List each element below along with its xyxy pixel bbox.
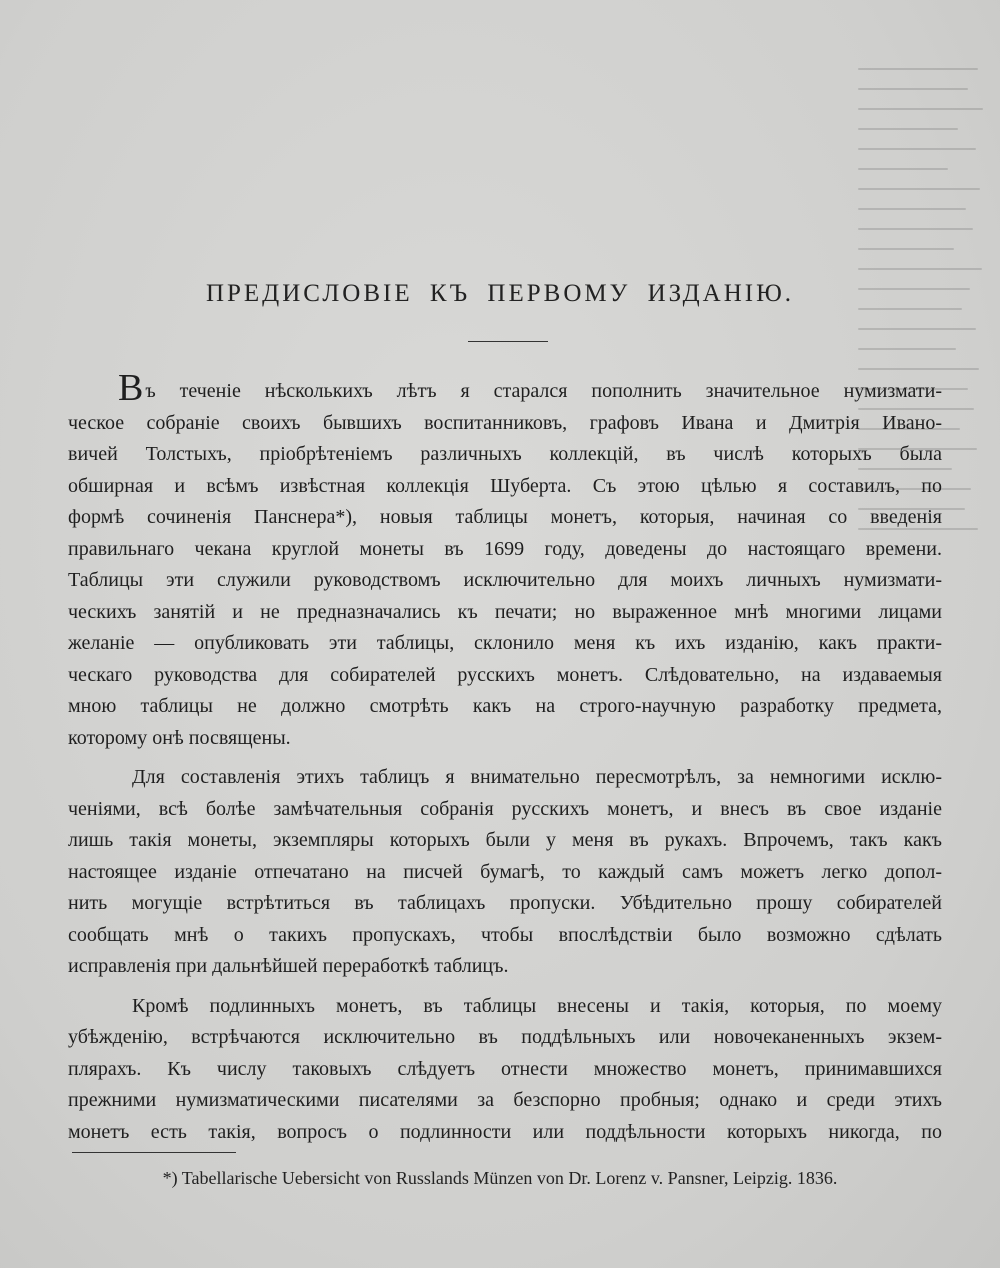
text-line: ческаго руководства для собирателей русскихъ монетъ. Слѣдовательно, на издаваемыя	[68, 663, 942, 686]
text-line: Таблицы эти служили руководствомъ исключительно для моихъ личныхъ нумизмати-	[68, 569, 942, 591]
text-line: лишь такія монеты, экземпляры которыхъ были у меня въ рукахъ. Впрочемъ, такъ какъ	[68, 829, 942, 851]
text-line: Кромѣ подлинныхъ монетъ, въ таблицы внесены и такія, которыя, по моему	[132, 994, 942, 1017]
title-divider	[468, 341, 548, 342]
text-line: обширная и всѣмъ извѣстная коллекція Шуберта. Съ этою цѣлью я составилъ, по	[68, 474, 942, 497]
body-text	[68, 367, 942, 1148]
footnote: *) Tabellarische Uebersicht von Russlands Münzen von Dr. Lorenz v. Pansner, Leipzig. 1836.	[162, 1168, 838, 1188]
text-line: мною таблицы не должно смотрѣть какъ на строго-научную разработку предмета,	[68, 695, 942, 717]
text-line: ческое собраніе своихъ бывшихъ воспитанниковъ, графовъ Ивана и Дмитрія Ивано-	[68, 411, 942, 434]
footnote-divider	[72, 1152, 236, 1153]
text-line: формѣ сочиненія Панснера*), новыя таблицы монетъ, которыя, начиная со введенія	[68, 506, 942, 528]
text-line: которому онѣ посвящены.	[68, 726, 291, 749]
text-line: плярахъ. Къ числу таковыхъ слѣдуетъ отнести множество монетъ, принимавшихся	[68, 1057, 942, 1080]
text-line: убѣжденію, встрѣчаются исключительно въ поддѣльныхъ или новочеканенныхъ экзем-	[68, 1026, 942, 1048]
text-line: нить могущіе встрѣтиться въ таблицахъ пропуски. Убѣдительно прошу собирателей	[68, 892, 942, 914]
text-line: правильнаго чекана круглой монеты въ 1699 году, доведены до настоящаго времени.	[68, 537, 942, 560]
page-title: ПРЕДИСЛОВІЕ КЪ ПЕРВОМУ ИЗДАНІЮ.	[205, 280, 795, 307]
text-line: монетъ есть такія, вопросъ о подлинности или поддѣльности которыхъ никогда, по	[68, 1120, 942, 1143]
text-line: ческихъ занятій и не предназначались къ печати; но выраженное мнѣ многими лицами	[68, 600, 942, 623]
text-line: ченіями, всѣ болѣе замѣчательныя собранія русскихъ монетъ, и внесъ въ свое изданіе	[68, 797, 942, 820]
text-line: сообщать мнѣ о такихъ пропускахъ, чтобы впослѣдствіи было возможно сдѣлать	[68, 923, 942, 946]
text-line: Для составленія этихъ таблицъ я внимательно пересмотрѣлъ, за немногими исклю-	[132, 766, 942, 788]
drop-cap: В	[118, 367, 144, 409]
text-line: желаніе — опубликовать эти таблицы, склонило меня къ ихъ изданію, какъ практи-	[68, 632, 942, 654]
text-line: исправленія при дальнѣйшей переработкѣ таблицъ.	[68, 955, 509, 977]
text-line: вичей Толстыхъ, пріобрѣтеніемъ различныхъ коллекцій, въ числѣ которыхъ была	[68, 443, 942, 465]
text-line: Въ теченіе нѣсколькихъ лѣтъ я старался пополнить значительное нумизмати-	[118, 367, 942, 409]
text-line: настоящее изданіе отпечатано на писчей бумагѣ, то каждый самъ можетъ легко допол-	[68, 860, 942, 883]
text-line: прежними нумизматическими писателями за безспорно пробныя; однако и среди этихъ	[68, 1089, 942, 1111]
